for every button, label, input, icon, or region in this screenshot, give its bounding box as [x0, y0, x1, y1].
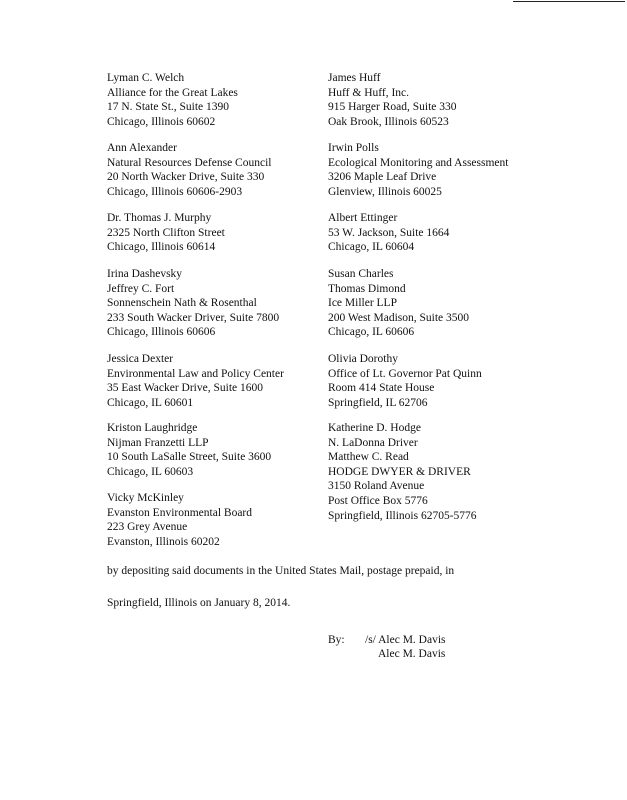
address-line: Office of Lt. Governor Pat Quinn [328, 367, 482, 380]
address-line: Susan Charles [328, 268, 394, 280]
address-line: Room 414 State House [328, 382, 435, 395]
address-line: 233 South Wacker Driver, Suite 7800 [107, 311, 280, 324]
address-line: 17 N. State St., Suite 1390 [107, 101, 230, 114]
address-block-charles-dimond [328, 267, 469, 340]
address-block-dashevsky-fort [107, 267, 279, 340]
address-line: Nijman Franzetti LLP [107, 436, 209, 449]
address-block-hodge-dwyer-driver [328, 421, 477, 523]
address-line: N. LaDonna Driver [328, 436, 418, 449]
address-block-dorothy [328, 352, 482, 410]
address-line: Chicago, Illinois 60602 [107, 115, 216, 128]
address-line: Chicago, IL 60603 [107, 465, 194, 478]
address-line: Dr. Thomas J. Murphy [107, 212, 212, 224]
address-block-alexander [107, 141, 271, 199]
address-line: Jessica Dexter [107, 353, 174, 365]
address-block-huff [328, 71, 457, 129]
address-block-ettinger [328, 211, 449, 255]
address-line: Oak Brook, Illinois 60523 [328, 115, 449, 128]
address-line: Lyman C. Welch [107, 72, 185, 84]
address-line: 20 North Wacker Drive, Suite 330 [107, 171, 265, 184]
address-line: 223 Grey Avenue [107, 521, 188, 534]
address-line: Alliance for the Great Lakes [107, 86, 238, 99]
location-date-statement: Springfield, Illinois on January 8, 2014. [107, 597, 291, 609]
address-line: Katherine D. Hodge [328, 422, 421, 434]
address-line: 10 South LaSalle Street, Suite 3600 [107, 451, 272, 464]
address-line: 53 W. Jackson, Suite 1664 [328, 226, 450, 239]
address-line: Matthew C. Read [328, 451, 409, 464]
address-line: Irwin Polls [328, 142, 379, 154]
address-block-mckinley [107, 491, 252, 549]
address-line: Ice Miller LLP [328, 297, 397, 310]
address-block-welch [107, 71, 238, 129]
address-line: Chicago, Illinois 60606 [107, 326, 216, 339]
address-line: Irina Dashevsky [107, 268, 183, 280]
address-line: Post Office Box 5776 [328, 494, 428, 507]
address-line: Evanston, Illinois 60202 [107, 535, 220, 548]
address-line: Evanston Environmental Board [107, 506, 252, 519]
address-block-dexter [107, 352, 284, 410]
electronic-signature: /s/ Alec M. Davis [365, 634, 446, 646]
address-line: Environmental Law and Policy Center [107, 367, 284, 380]
address-line: Chicago, Illinois 60614 [107, 241, 216, 254]
address-line: HODGE DWYER & DRIVER [328, 465, 471, 478]
address-line: Huff & Huff, Inc. [328, 86, 410, 99]
address-line: Natural Resources Defense Council [107, 156, 272, 169]
address-line: Chicago, IL 60601 [107, 396, 194, 409]
address-line: 3206 Maple Leaf Drive [328, 171, 437, 184]
deposit-statement: by depositing said documents in the United States Mail, postage prepaid, in [107, 565, 455, 577]
address-line: Chicago, IL 60606 [328, 326, 415, 339]
address-line: 915 Harger Road, Suite 330 [328, 101, 457, 114]
address-block-murphy [107, 211, 225, 255]
address-line: James Huff [328, 72, 381, 84]
address-line: 35 East Wacker Drive, Suite 1600 [107, 382, 263, 395]
address-block-polls [328, 141, 508, 199]
address-line: Olivia Dorothy [328, 353, 398, 365]
signature-by-label: By: [328, 634, 345, 646]
address-line: Ann Alexander [107, 142, 177, 154]
address-line: Glenview, Illinois 60025 [328, 185, 442, 198]
address-line: Kriston Laughridge [107, 422, 198, 434]
address-line: Vicky McKinley [107, 492, 184, 504]
address-block-laughridge [107, 421, 271, 479]
address-line: Albert Ettinger [328, 212, 398, 224]
top-rule [513, 1, 625, 2]
address-line: 200 West Madison, Suite 3500 [328, 311, 470, 324]
address-line: Chicago, IL 60604 [328, 241, 415, 254]
address-line: 2325 North Clifton Street [107, 226, 225, 239]
address-line: Thomas Dimond [328, 282, 406, 295]
address-line: 3150 Roland Avenue [328, 480, 425, 493]
signatory-name: Alec M. Davis [378, 648, 446, 660]
address-line: Ecological Monitoring and Assessment [328, 156, 509, 169]
address-line: Chicago, Illinois 60606-2903 [107, 185, 243, 198]
address-line: Sonnenschein Nath & Rosenthal [107, 297, 257, 310]
address-line: Springfield, IL 62706 [328, 396, 428, 409]
address-line: Springfield, Illinois 62705-5776 [328, 509, 477, 522]
address-line: Jeffrey C. Fort [107, 282, 175, 295]
